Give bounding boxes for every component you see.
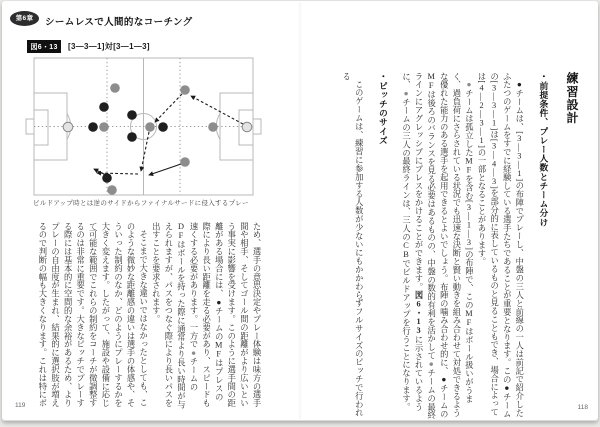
chapter-badge: 第6章 xyxy=(10,11,39,26)
vertical-text-p: ●チームは、[3—3—1]の布陣でプレーし、中盤の三人と前線の一人は前記で紹介したふたつのゲームをすでに経験している選手たちであることが重要となります。この●チームの[3—3—1]は[3—4—3]を部分的に表しているものと見ることもでき、場合によっては[4—2—3—1]の一部となることがあります。 xyxy=(477,72,524,418)
goalkeeper-dot xyxy=(242,122,252,132)
player-run-arrow xyxy=(94,169,106,175)
team-dot-gray: ● xyxy=(464,80,474,90)
vertical-text-h2: ・前提条件、プレー人数とチーム分け xyxy=(538,72,549,227)
figure-caption: ビルドアップ時とは逆のサイドからファイナルサードに侵入するプレー xyxy=(33,200,249,207)
player-dot-gray xyxy=(99,122,109,132)
player-dot-black xyxy=(127,110,137,120)
vertical-text-p: そこまで大きな違いではなかったとしても、このような微妙な距離感の違いは選手の体感や、そういった制約のなか、どのようにプレーするかを大きく変えます。したがって、施設や設備に応じて可能な範囲でこれらの制約をコーチが微調整するのは非常に重要です。大きなピッチでプレーする際には基本的に空間的な余裕があるため、よりプレーの自由度が生まれ、結果的に選択肢が増えるので判断の幅も大きくなります。これは特にボ xyxy=(37,222,148,408)
chapter-title: シームレスで人間的なコーチング xyxy=(45,17,193,28)
book-spine xyxy=(298,2,302,419)
pitch-markings xyxy=(26,58,261,195)
page-number-right: 118 xyxy=(577,404,588,411)
player-dot-gray xyxy=(208,122,218,132)
player-dot-gray xyxy=(145,122,155,132)
goalkeeper-dot xyxy=(63,122,73,132)
team-dot-black: ● xyxy=(502,383,512,393)
ball-movement-arrow xyxy=(155,94,182,122)
player-dot-black xyxy=(88,122,98,132)
figure-label-badge: 図6・13 xyxy=(27,40,61,53)
team-dot-gray: ● xyxy=(426,359,436,369)
player-dot-black xyxy=(158,122,168,132)
vertical-text-p: ●チームは孤立したMFを含む[3—1—3]の布陣で、このMFはボール扱いがうまく、過負荷にさらされている状況でも迅速な決断と賢い動きを組み合わせて対処できるような優れた能力のある選手を起用できるとよいでしょう。布陣の噛み合わせ的に、●チームのMFは後ろのバランスを見る必要はあるものの、中盤の数的有利を活かして●チームの最終ラインにアグレッシブにプレスをかけることができます。図6・13に示されているように、●チームの三人の最終ラインは、三人のCBでビルドアップを行うことになります。 xyxy=(401,72,474,420)
player-dot-black xyxy=(99,102,109,112)
player-dot-black xyxy=(127,132,137,142)
page-number-left: 119 xyxy=(15,402,26,409)
players xyxy=(63,83,252,195)
player-dot-gray xyxy=(107,185,117,195)
player-dot-gray xyxy=(110,83,120,93)
pitch-diagram xyxy=(25,52,295,197)
team-dot-black: ● xyxy=(439,375,449,385)
player-run-arrow xyxy=(149,164,181,175)
ball-movement-arrow xyxy=(141,132,149,171)
player-dot-gray xyxy=(180,85,190,95)
vertical-text-h1: 練習設計 xyxy=(565,72,579,125)
vertical-text-h2: ・ピッチのサイズ xyxy=(377,72,388,145)
right-page-text xyxy=(340,72,578,420)
left-page-text xyxy=(20,222,262,409)
player-dot-black xyxy=(102,173,112,183)
player-dot-gray xyxy=(180,157,190,167)
movement-arrows xyxy=(94,94,243,175)
vertical-text-p: ため、選手の意思決定やプレー体験は味方の選手間や相手、そしてゴール間の距離がより広いという事実に影響を受けます。このように選手間の距離がある場合には、●チームのMFはプレスの際により長い距離を走る必要があり、スピードも速くする必要があります。一方で●チームのDFはボールを持った際に通常より長い時間が与えられますが、パスをつなぐ際により長いパスを出すことを要求されます。 xyxy=(151,222,261,409)
figure-label-text: [3—3—1]対[3—1—3] xyxy=(68,42,150,51)
team-dot-gray: ● xyxy=(189,348,199,358)
team-dot-black: ● xyxy=(214,297,224,307)
team-dot-gray: ● xyxy=(401,88,411,98)
team-dot-black: ● xyxy=(514,80,524,90)
vertical-text-p: このゲームは、練習に参加する人数が少ないにもかかわらずフルサイズのピッチで行われる xyxy=(341,72,364,418)
